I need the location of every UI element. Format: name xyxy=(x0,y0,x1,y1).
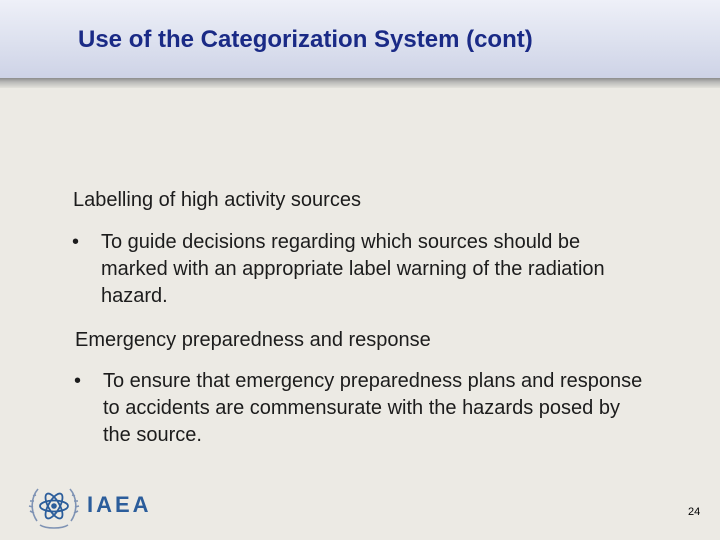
title-bar-shadow xyxy=(0,78,720,88)
iaea-emblem-icon xyxy=(28,481,80,531)
slide-title: Use of the Categorization System (cont) xyxy=(78,26,533,53)
iaea-wordmark: IAEA xyxy=(87,492,152,517)
bullet-marker: • xyxy=(74,370,82,392)
bullet-item-emergency xyxy=(74,368,644,449)
bullet-text-emergency: To ensure that emergency preparedness plans and response to accidents are commensurate with the hazards posed by the source. xyxy=(103,370,643,446)
bullet-item-labelling xyxy=(72,229,642,310)
bullet-marker: • xyxy=(72,231,80,253)
page-number: 24 xyxy=(688,506,701,518)
section-heading-labelling: Labelling of high activity sources xyxy=(73,189,361,211)
section-heading-emergency: Emergency preparedness and response xyxy=(75,329,431,351)
bullet-text-labelling: To guide decisions regarding which sources should be marked with an appropriate label warning of the radiation hazard. xyxy=(101,231,605,307)
